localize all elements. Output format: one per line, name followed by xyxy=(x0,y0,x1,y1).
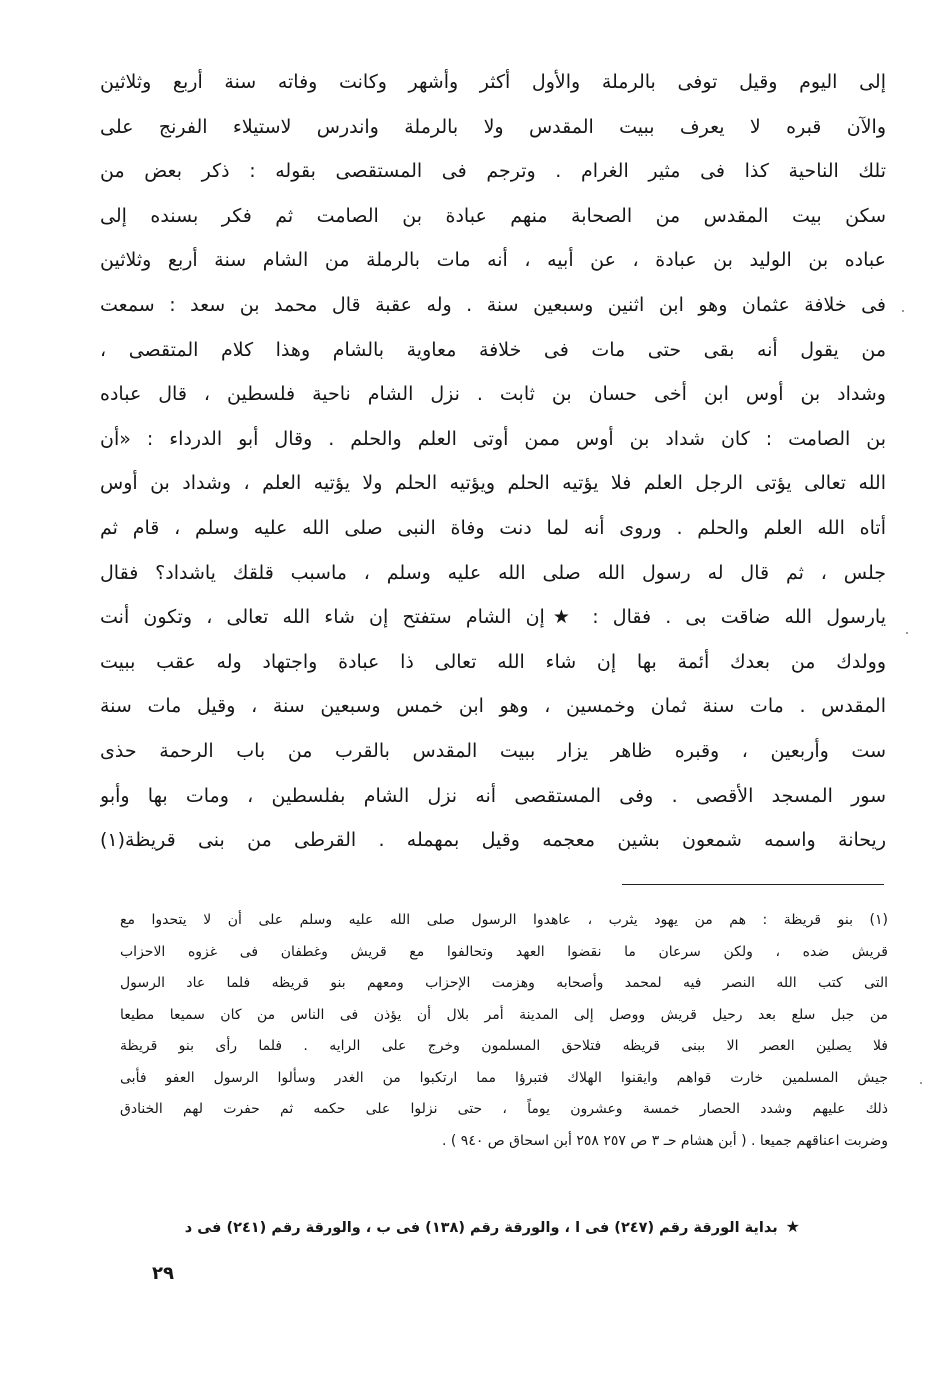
footnote-divider xyxy=(622,884,884,885)
text-line: والآن قبره لا يعرف ببيت المقدس ولا بالرملة واندرس لاستيلاء الفرنج على xyxy=(100,115,886,138)
footnote-line: جيش المسلمين خارت قواهم وايقنوا الهلاك فتبرؤا مما ارتكبوا من الغدر وسألوا الرسول العفو فأبى xyxy=(120,1069,888,1086)
footnote-line: قريش ضده ، ولكن سرعان ما نقضوا العهد وتحالفوا مع قريش وغطفان فى غزوه الاحزاب xyxy=(120,943,888,960)
text-line: الله تعالى يؤتى الرجل العلم فلا يؤتيه الحلم ويؤتيه الحلم ولا يؤتيه العلم ، وشداد بن أوس xyxy=(100,472,886,495)
scan-speck xyxy=(902,310,904,312)
footnote-block xyxy=(120,905,888,1157)
star-icon: ★ xyxy=(785,1217,800,1236)
text-line: تلك الناحية كذا فى مثير الغرام . وترجم فى المستقصى بقوله : ذكر بعض من xyxy=(100,160,886,183)
page-number: ٢٩ xyxy=(152,1263,174,1284)
footnote-line: من جبل سلع بعد رحيل قريش ووصل إلى المدينة أمر بلال أن يؤذن فى الناس من كان سميعا مطيعا xyxy=(120,1006,888,1023)
text-line: ريحانة واسمه شمعون بشين معجمه وقيل بمهمله . القرطى من بنى قريظة(١) xyxy=(100,829,886,852)
footnote-line: ذلك عليهم وشدد الحصار خمسة وعشرون يوماً ، حتى نزلوا على حكمه ثم حفرت لهم الخنادق xyxy=(120,1101,888,1117)
manuscript-folio-note xyxy=(150,1212,800,1243)
text-line: وشداد بن أوس ابن أخى حسان بن ثابت . نزل الشام ناحية فلسطين ، قال عباده xyxy=(100,383,886,406)
folio-note-text: بداية الورقة رقم (٢٤٧) فى ا ، والورقة رقم (١٣٨) فى ب ، والورقة رقم (٢٤١) فى د xyxy=(184,1220,778,1236)
footnote-line: فلا يصلين العصر الا ببنى قريظه فتلاحق المسلمون وخرج على الرايه . فلما رأى بنو قريظة xyxy=(120,1038,888,1054)
scan-speck xyxy=(920,1082,922,1084)
text-line: عباده بن الوليد بن عبادة ، عن أبيه ، أنه مات بالرملة من الشام سنة أربع وثلاثين xyxy=(100,249,886,272)
text-line: يارسول الله ضاقت بى . فقال : ★إن الشام ستفتح إن شاء الله تعالى ، وتكون أنت xyxy=(100,606,886,629)
text-line: ست وأربعين ، وقبره ظاهر يزار ببيت المقدس بالقرب من باب الرحمة حذى xyxy=(100,739,886,762)
text-line: فى خلافة عثمان وهو ابن اثنين وسبعين سنة . وله عقبة قال محمد بن سعد : سمعت xyxy=(100,293,886,316)
text-line: جلس ، ثم قال له رسول الله صلى الله عليه وسلم ، ماسبب قلقك ياشداد؟ فقال xyxy=(100,561,886,584)
text-line: سكن بيت المقدس من الصحابة منهم عبادة بن الصامت ثم فكر بسنده إلى xyxy=(100,204,886,227)
text-line: أتاه الله العلم والحلم . وروى أنه لما دنت وفاة النبى صلى الله عليه وسلم ، قام ثم xyxy=(100,516,886,539)
text-line: بن الصامت : كان شداد بن أوس ممن أوتى العلم والحلم . وقال أبو الدرداء : «أن xyxy=(100,427,886,450)
text-line: وولدك من بعدك أئمة بها إن شاء الله تعالى ذا عبادة واجتهاد وله عقب ببيت xyxy=(100,650,886,673)
text-line: المقدس . مات سنة ثمان وخمسين ، وهو ابن خمس وسبعين سنة ، وقيل مات سنة xyxy=(100,695,886,718)
footnote-line: (١) بنو قريظة : هم من يهود يثرب ، عاهدوا الرسول صلى الله عليه وسلم على أن لا يتحدوا مع xyxy=(120,912,888,928)
scan-speck xyxy=(906,632,908,634)
footnote-line: التى كتب الله النصر فيه لمحمد وأصحابه وهزمت الإحزاب ومعهم بنو قريظه فلما عاد الرسول xyxy=(120,975,888,991)
footnote-line: وضربت اعناقهم جميعا . ( أبن هشام حـ ٣ ص ٢٥٧ ٢٥٨ أبن اسحاق ص ٩٤٠ ) . xyxy=(441,1132,888,1149)
main-text-block xyxy=(100,60,886,863)
text-line: سور المسجد الأقصى . وفى المستقصى أنه نزل الشام بفلسطين ، ومات بها وأبو xyxy=(100,784,886,807)
text-line: من يقول أنه بقى حتى مات فى خلافة معاوية بالشام وهذا كلام المتقصى ، xyxy=(100,338,886,361)
text-line: إلى اليوم وقيل توفى بالرملة والأول أكثر وأشهر وكانت وفاته سنة أربع وثلاثين xyxy=(100,71,886,93)
